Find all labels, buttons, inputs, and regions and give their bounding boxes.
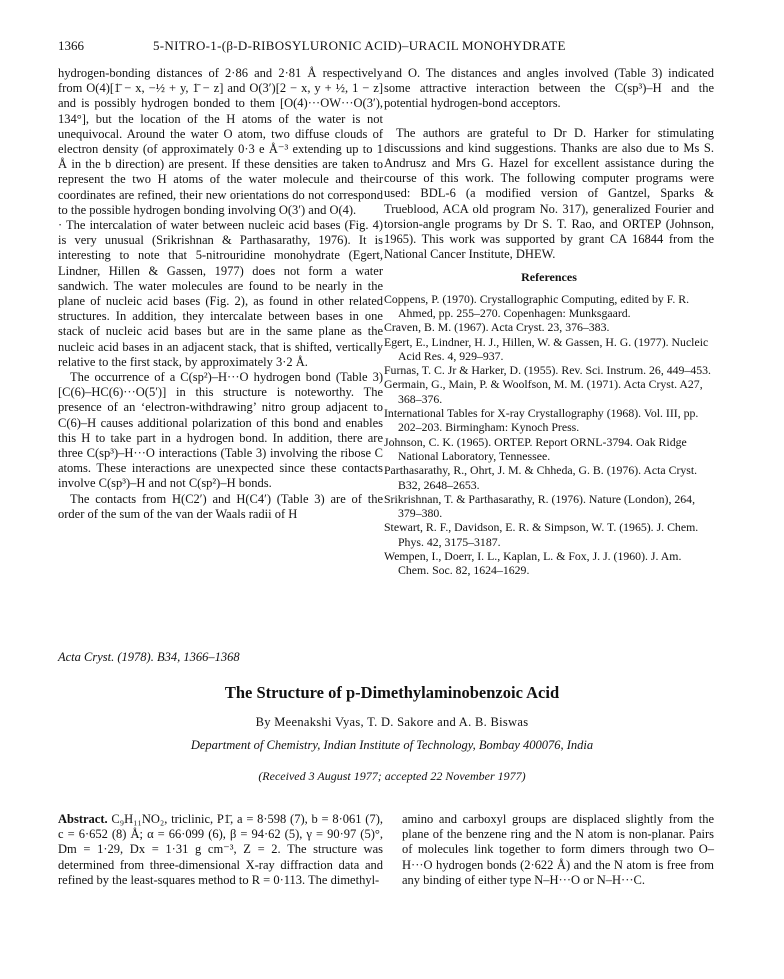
left-column bbox=[58, 66, 383, 522]
reference-item: Johnson, C. K. (1965). ORTEP. Report ORNL-3794. Oak Ridge National Laboratory, Tennessee. bbox=[384, 434, 687, 463]
body-paragraph: hydrogen-bonding distances of 2·86 and 2·81 Å respectively from O(4)[1̄ − x, −½ + y, 1̄ − z] and O(3′)[2 − x, y + ½, 1 − z] and is possibly hydrogen bonded to them [O(4)···OW···O(3′), 134°], but the location of the H atoms of the water is not unequivocal. Around the water O atom, two diffuse clouds of electron density (of approximately 0·3 e Å⁻³ extending up to 1 Å in the b direction) are present. If these densities are taken to represent the two H atoms of the water molecule and their coordinates are refined, their new orientations do not correspond to the possible hydrogen bonding involving O(3′) and O(4). bbox=[58, 66, 383, 217]
reference-item: Coppens, P. (1970). Crystallographic Computing, edited by F. R. Ahmed, pp. 255–270. Copenhagen: Munksgaard. bbox=[384, 291, 690, 320]
references-heading: References bbox=[521, 270, 577, 285]
reference-item: Parthasarathy, R., Ohrt, J. M. & Chheda, G. B. (1976). Acta Cryst. B32, 2648–2653. bbox=[384, 463, 698, 492]
reference-item: Srikrishnan, T. & Parthasarathy, R. (1976). Nature (London), 264, 379–380. bbox=[384, 491, 696, 521]
references-list bbox=[384, 292, 714, 578]
body-paragraph: The contacts from H(C2′) and H(C4′) (Table 3) are of the order of the sum of the van der Waals radii of H bbox=[58, 491, 383, 521]
reference-item: Wempen, I., Doerr, I. L., Kaplan, L. & Fox, J. J. (1960). J. Am. Chem. Soc. 82, 1624–1629. bbox=[384, 548, 682, 578]
article-affiliation: Department of Chemistry, Indian Institute of Technology, Bombay 400076, India bbox=[190, 738, 594, 752]
reference-item: Stewart, R. F., Davidson, E. R. & Simpson, W. T. (1965). J. Chem. Phys. 42, 3175–3187. bbox=[384, 520, 699, 549]
abstract-label: Abstract. bbox=[58, 812, 108, 826]
abstract-text: C₉H₁₁NO₂, triclinic, P1̄, a = 8·598 (7), b = 8·061 (7), c = 6·652 (8) Å; α = 66·099 (6), β = 94·62 (5), γ = 90·97 (5)°, Dm = 1·29, Dx = 1·31 g cm⁻³, Z = 2. The structure was determined from three-dimensional X-ray diffraction data and refined by the least-squares method to R = 0·113. The dimethyl- bbox=[58, 812, 383, 887]
reference-item: International Tables for X-ray Crystallography (1968). Vol. III, pp. 202–203. Birmingham: Kynoch Press. bbox=[384, 406, 699, 435]
right-column bbox=[384, 66, 714, 578]
reference-item: Craven, B. M. (1967). Acta Cryst. 23, 376–383. bbox=[384, 320, 610, 335]
running-title: 5-NITRO-1-(β-D-RIBOSYLURONIC ACID)–URACIL MONOHYDRATE bbox=[153, 38, 566, 53]
body-paragraph: and O. The distances and angles involved (Table 3) indicated some attractive interaction between the C(sp³)–H and the potential hydrogen-bond acceptors. bbox=[384, 66, 714, 111]
reference-item: Germain, G., Main, P. & Woolfson, M. M. (1971). Acta Cryst. A27, 368–376. bbox=[384, 377, 703, 406]
article-authors: By Meenakshi Vyas, T. D. Sakore and A. B. Biswas bbox=[255, 715, 529, 729]
reference-item: Furnas, T. C. Jr & Harker, D. (1955). Rev. Sci. Instrum. 26, 449–453. bbox=[384, 363, 711, 378]
body-paragraph: The occurrence of a C(sp²)–H···O hydrogen bond (Table 3) [C(6)–HC(6)···O(5′)] in this structure is noteworthy. The presence of an ‘electron-withdrawing’ nitro group adjacent to C(6)–H causes additional polarization of this bond and enables this H to take part in a hydrogen bond. In addition, there are three C(sp³)–H···O interactions (Table 3) involving the ribose C atoms. These interactions are unexpected since these contacts involve C(sp³)–H and not C(sp²)–H bonds. bbox=[58, 370, 383, 491]
page-number: 1366 bbox=[58, 38, 84, 53]
abstract-text: amino and carboxyl groups are displaced slightly from the plane of the benzene ring and the N atom is non-planar. Pairs of molecules link together to form dimers through two O–H···O hydrogen bonds (2·622 Å) and the N atom is free from any binding of either type N–H···O or N–H···C. bbox=[402, 812, 714, 887]
body-paragraph: · The intercalation of water between nucleic acid bases (Fig. 4) is very unusual (Srikrishnan & Parthasarathy, 1976). It is interesting to note that 5-nitrouridine monohydrate (Egert, Lindner, Hillen & Gassen, 1977) does not form a water sandwich. The water molecules are found to be nearly in the plane of nucleic acid bases (Fig. 2), as found in other related structures. In addition, they intercalate between bases in one stack of nucleic acid bases but are in the same plane as the nucleic acid bases in an adjacent stack, that is shifted, vertically relative to the first stack, by approximately 3·2 Å. bbox=[58, 218, 383, 369]
received-dates: (Received 3 August 1977; accepted 22 November 1977) bbox=[258, 769, 526, 783]
abstract-left bbox=[58, 812, 383, 888]
acknowledgements-paragraph: The authors are grateful to Dr D. Harker for stimulating discussions and kind suggestions. Thanks are also due to Ms S. Andrusz and Mrs G. Hazel for excellent assistance during the course of this work. The following computer programs were used: BDL-6 (a modified version of Gantzel, Sparks & Trueblood, ACA old program No. 317), generalized Fourier and torsion-angle programs by Dr S. T. Rao, and ORTEP (Johnson, 1965). This work was supported by grant CA 16844 from the National Cancer Institute, DHEW. bbox=[384, 125, 714, 262]
reference-item: Egert, E., Lindner, H. J., Hillen, W. & Gassen, H. G. (1977). Nucleic Acid Res. 4, 929–937. bbox=[384, 334, 709, 363]
article-title: The Structure of p-Dimethylaminobenzoic Acid bbox=[224, 683, 560, 702]
abstract-right bbox=[402, 812, 714, 888]
journal-citation: Acta Cryst. (1978). B34, 1366–1368 bbox=[58, 650, 240, 664]
